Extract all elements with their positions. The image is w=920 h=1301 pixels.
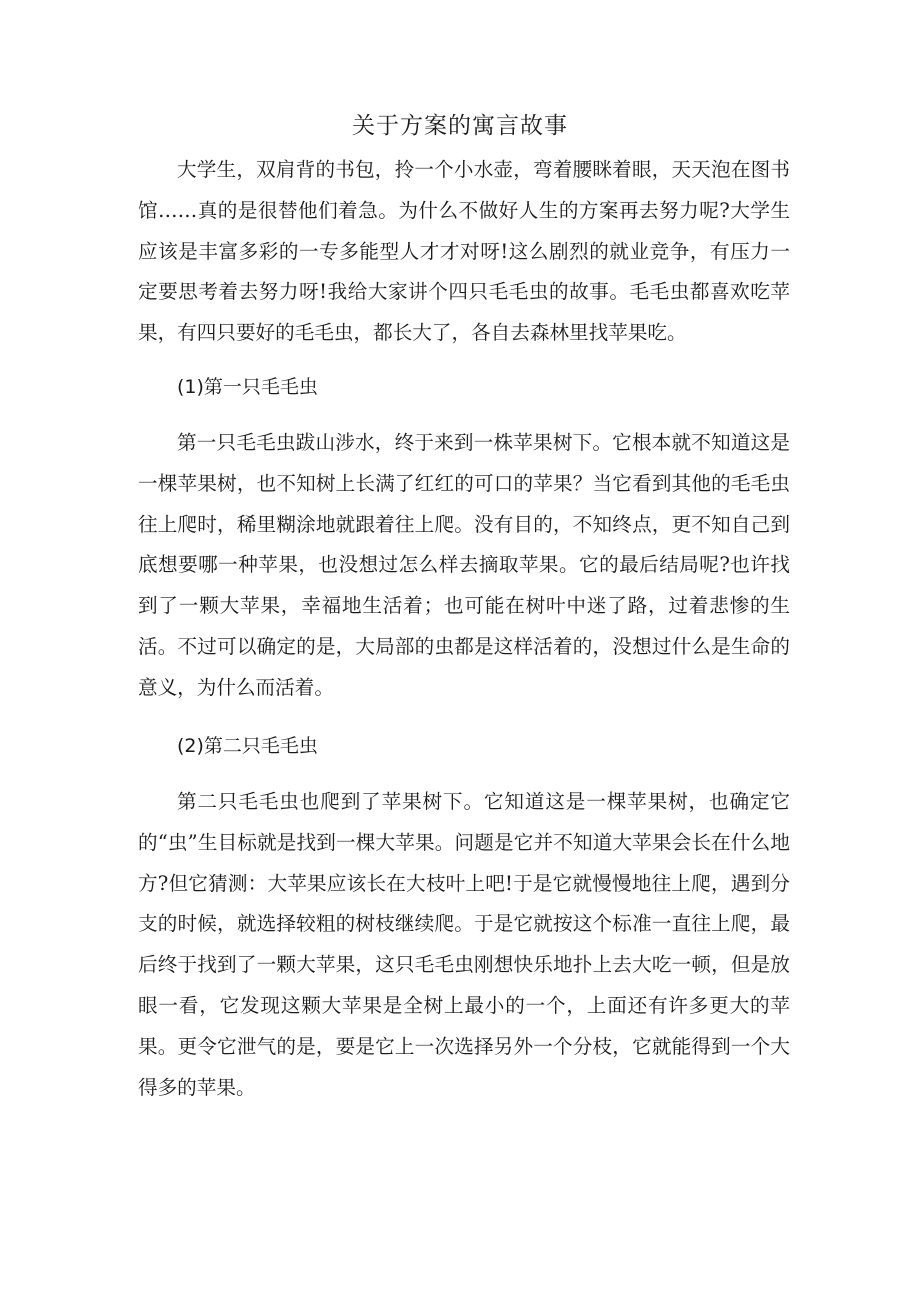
- section-paragraph-1: 第一只毛毛虫跋山涉水，终于来到一株苹果树下。它根本就不知道这是一棵苹果树，也不知树上长满了红红的可口的苹果？当它看到其他的毛毛虫往上爬时，稀里糊涂地就跟着往上爬。没有目的，不知终点，更不知自己到底想要哪一种苹果，也没想过怎么样去摘取苹果。它的最后结局呢?也许找到了一颗大苹果，幸福地生活着；也可能在树叶中迷了路，过着悲惨的生活。不过可以确定的是，大局部的虫都是这样活着的，没想过什么是生命的意义，为什么而活着。: [138, 431, 790, 699]
- intro-paragraph: 大学生，双肩背的书包，拎一个小水壶，弯着腰眯着眼，天天泡在图书馆……真的是很替他们着急。为什么不做好人生的方案再去努力呢?大学生应该是丰富多彩的一专多能型人才才对呀!这么剧烈的就业竞争，有压力一定要思考着去努力呀!我给大家讲个四只毛毛虫的故事。毛毛虫都喜欢吃苹果，有四只要好的毛毛虫，都长大了，各自去森林里找苹果吃。: [138, 158, 790, 345]
- document-title: 关于方案的寓言故事: [352, 113, 568, 139]
- section-paragraph-2: 第二只毛毛虫也爬到了苹果树下。它知道这是一棵苹果树，也确定它的“虫”生目标就是找到一棵大苹果。问题是它并不知道大苹果会长在什么地方?但它猜测：大苹果应该长在大枝叶上吧!于是它就慢慢地往上爬，遇到分支的时候，就选择较粗的树枝继续爬。于是它就按这个标准一直往上爬，最后终于找到了一颗大苹果，这只毛毛虫刚想快乐地扑上去大吃一顿，但是放眼一看，它发现这颗大苹果是全树上最小的一个，上面还有许多更大的苹果。更令它泄气的是，要是它上一次选择另外一个分枝，它就能得到一个大得多的苹果。: [138, 790, 790, 1099]
- section-heading-1: (1)第一只毛毛虫: [177, 376, 318, 398]
- section-heading-2: (2)第二只毛毛虫: [177, 735, 318, 757]
